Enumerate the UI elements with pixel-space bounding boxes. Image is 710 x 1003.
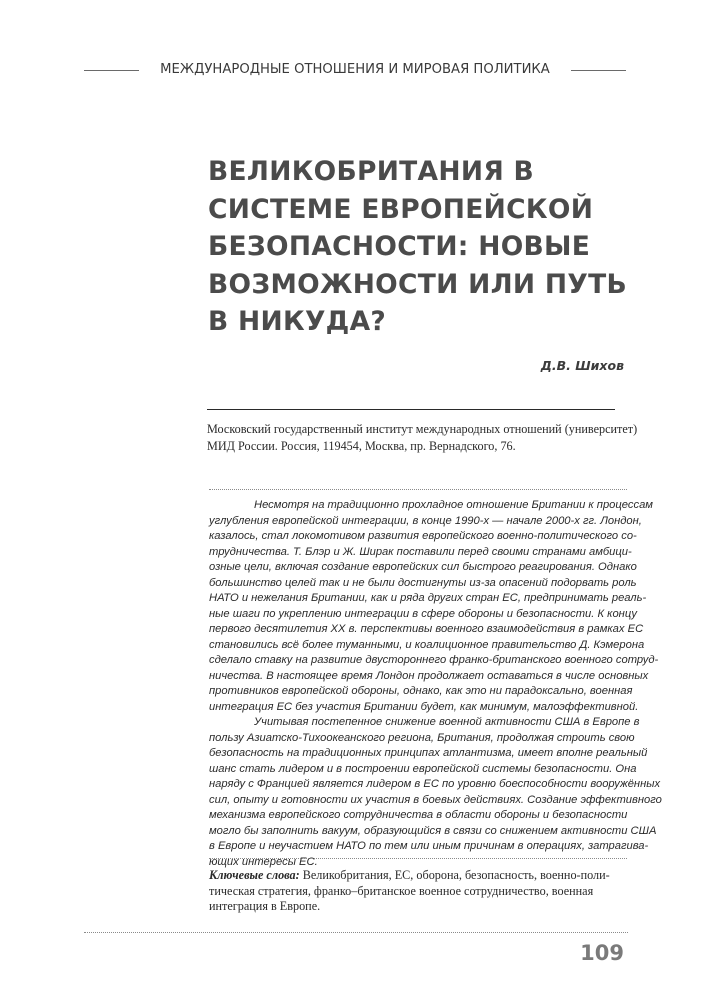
abstract-line: озные цели, включая создание европейских сил быстрого реагирования. Однако xyxy=(209,561,637,573)
header-rule-left xyxy=(84,70,139,71)
abstract-line: Несмотря на традиционно прохладное отношение Британии к процессам xyxy=(254,499,653,511)
keywords-line xyxy=(209,868,629,884)
keywords-text: Великобритания, ЕС, оборона, безопасность, военно-поли- xyxy=(299,868,610,882)
title-line: ВЕЛИКОБРИТАНИЯ В xyxy=(208,156,535,187)
title-line: СИСТЕМЕ ЕВРОПЕЙСКОЙ xyxy=(208,193,594,225)
keywords-top-rule xyxy=(209,858,627,859)
abstract-line: шанс стать лидером и в построении европейской системы безопасности. Она xyxy=(209,762,637,775)
section-header: МЕЖДУНАРОДНЫЕ ОТНОШЕНИЯ И МИРОВАЯ ПОЛИТИКА xyxy=(160,62,550,77)
abstract-line: НАТО и нежелания Британии, как и ряда других стран ЕС, предпринимать реаль- xyxy=(209,592,647,604)
affiliation xyxy=(207,421,638,455)
abstract xyxy=(209,498,662,870)
affiliation-rule xyxy=(207,409,615,410)
abstract-line: сделало ставку на развитие двустороннего франко-британского военного сотруд- xyxy=(209,654,659,666)
abstract-line: в Европе и неучастием НАТО по тем или иным причинам в операциях, затрагива- xyxy=(209,840,649,852)
article-title xyxy=(208,153,638,341)
footer-rule xyxy=(84,932,628,933)
title-line: ВОЗМОЖНОСТИ ИЛИ ПУТЬ xyxy=(208,268,628,300)
abstract-line: интеграция ЕС без участия Британии будет, как минимум, малоэффективной. xyxy=(209,700,639,713)
abstract-line: могло бы заполнить вакуум, образующийся в связи со снижением активности США xyxy=(209,824,657,837)
title-line: В НИКУДА? xyxy=(208,306,387,337)
abstract-line: большинство целей так и не были достигнуты из-за опасений подорвать роль xyxy=(209,576,637,589)
author-name: Д.В. Шихов xyxy=(540,358,624,373)
keywords xyxy=(209,868,629,915)
abstract-line: ющих интересы ЕС. xyxy=(209,855,318,868)
abstract-top-rule xyxy=(209,489,627,490)
abstract-line: углубления европейской интеграции, в конце 1990-х — начале 2000-х гг. Лондон, xyxy=(209,514,642,527)
abstract-line: ничества. В настоящее время Лондон продолжает оставаться в числе основных xyxy=(209,669,649,682)
abstract-line: пользу Азиатско-Тихоокеанского региона, Британия, продолжая строить свою xyxy=(209,731,635,744)
abstract-line: ные шаги по укреплению интеграции в сфере обороны и безопасности. К концу xyxy=(209,607,637,620)
page-number: 109 xyxy=(580,941,624,965)
abstract-line: механизма европейского сотрудничества в области обороны и безопасности xyxy=(209,809,628,821)
affiliation-line: МИД России. Россия, 119454, Москва, пр. Вернадского, 76. xyxy=(207,439,516,453)
abstract-line: безопасность на традиционных принципах атлантизма, имеет вполне реальный xyxy=(209,747,648,759)
abstract-line: наряду с Францией является лидером в ЕС по уровню боеспособности вооружённых xyxy=(209,778,661,790)
keywords-line: интеграция в Европе. xyxy=(209,899,321,913)
abstract-line: казалось, стал локомотивом развития европейского военно-политического со- xyxy=(209,530,637,542)
header-rule-right xyxy=(571,70,626,71)
abstract-line: трудничества. Т. Блэр и Ж. Ширак поставили перед своими странами амбици- xyxy=(209,545,632,558)
abstract-line: Учитывая постепенное снижение военной активности США в Европе в xyxy=(254,716,640,728)
abstract-line: первого десятилетия XX в. перспективы военного взаимодействия в рамках ЕС xyxy=(209,623,644,635)
abstract-line: становились всё более туманными, и коалиционное правительство Д. Кэмерона xyxy=(209,638,645,651)
abstract-line: противников европейской обороны, однако, как это ни парадоксально, военная xyxy=(209,685,633,697)
affiliation-line: Московский государственный институт международных отношений (университет) xyxy=(207,422,638,436)
abstract-line: сил, опыту и готовности их участия в боевых действиях. Создание эффективного xyxy=(209,793,662,806)
keywords-label: Ключевые слова: xyxy=(209,868,300,882)
title-line: БЕЗОПАСНОСТИ: НОВЫЕ xyxy=(208,231,591,262)
keywords-line: тическая стратегия, франко–британское военное сотрудничество, военная xyxy=(209,883,594,898)
